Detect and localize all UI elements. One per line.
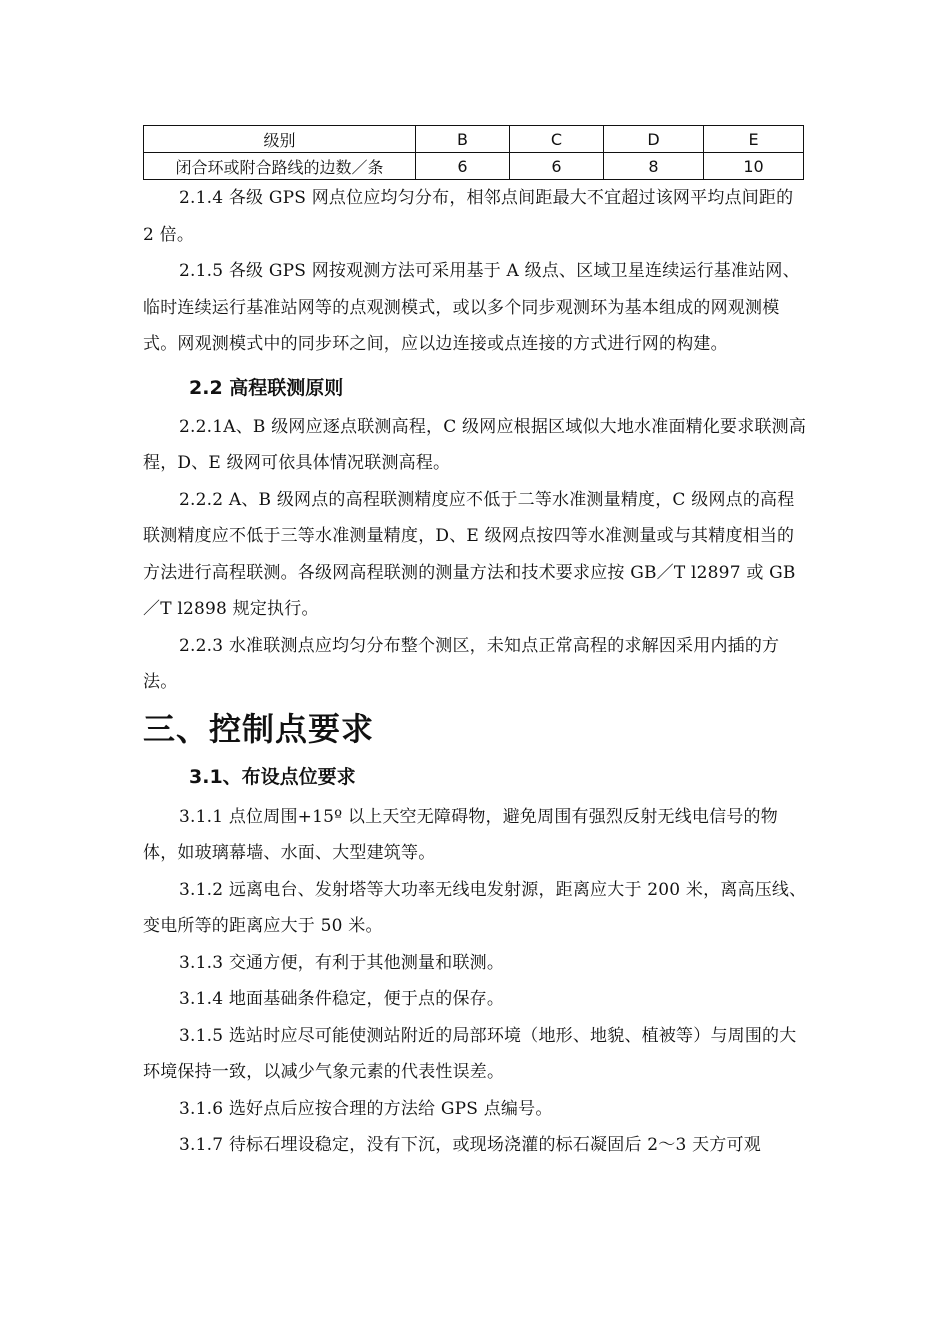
table-header-row bbox=[144, 126, 804, 153]
paragraph: 3.1.6 选好点后应按合理的方法给 GPS 点编号。 bbox=[179, 1098, 553, 1119]
grade-table bbox=[143, 125, 804, 180]
document-body bbox=[143, 125, 808, 1164]
paragraph: 3.1.1 点位周围+15º 以上天空无障碍物，避免周围有强烈反射无线电信号的物体，如玻璃幕墙、水面、大型建筑等。 bbox=[143, 806, 778, 863]
table-row bbox=[144, 153, 804, 180]
paragraph: 3.1.4 地面基础条件稳定，便于点的保存。 bbox=[179, 989, 505, 1009]
table-cell: 8 bbox=[604, 153, 704, 180]
table-cell: 6 bbox=[510, 153, 604, 180]
paragraph: 3.1.5 选站时应尽可能使测站附近的局部环境（地形、地貌、植被等）与周围的大环境保持一致，以减少气象元素的代表性误差。 bbox=[143, 1025, 797, 1082]
paragraph: 2.1.4 各级 GPS 网点位应均匀分布，相邻点间距最大不宜超过该网平均点间距的 2 倍。 bbox=[143, 188, 794, 245]
table-cell: 闭合环或附合路线的边数／条 bbox=[144, 153, 416, 180]
table-cell: D bbox=[604, 126, 704, 153]
table-cell: 10 bbox=[704, 153, 804, 180]
table-cell: C bbox=[510, 126, 604, 153]
chapter-heading-3: 三、控制点要求 bbox=[143, 709, 375, 748]
table-cell: 级别 bbox=[144, 126, 416, 153]
section-heading-2-2: 2.2 高程联测原则 bbox=[189, 376, 344, 399]
section-heading-3-1: 3.1、布设点位要求 bbox=[189, 765, 356, 788]
table-cell: B bbox=[416, 126, 510, 153]
paragraph: 2.2.2 A、B 级网点的高程联测精度应不低于二等水准测量精度，C 级网点的高程联测精度应不低于三等水准测量精度，D、E 级网点按四等水准测量或与其精度相当的方法进行高程联测。各级网高程联测的测量方法和技术要求应按 GB／T l2897 或 GB／T l2898 规定执行。 bbox=[143, 489, 796, 619]
paragraph: 3.1.2 远离电台、发射塔等大功率无线电发射源，距离应大于 200 米，离高压线、变电所等的距离应大于 50 米。 bbox=[143, 879, 807, 936]
table-cell: E bbox=[704, 126, 804, 153]
paragraph: 2.2.1A、B 级网应逐点联测高程，C 级网应根据区域似大地水准面精化要求联测高程，D、E 级网可依具体情况联测高程。 bbox=[143, 416, 807, 473]
paragraph: 3.1.3 交通方便，有利于其他测量和联测。 bbox=[179, 952, 505, 973]
paragraph: 3.1.7 待标石埋设稳定，没有下沉，或现场浇灌的标石凝固后 2～3 天方可观 bbox=[179, 1135, 761, 1155]
paragraph: 2.2.3 水准联测点应均匀分布整个测区，未知点正常高程的求解因采用内插的方法。 bbox=[143, 635, 780, 692]
paragraph: 2.1.5 各级 GPS 网按观测方法可采用基于 A 级点、区域卫星连续运行基准站网、临时连续运行基准站网等的点观测模式，或以多个同步观测环为基本组成的网观测模式。网观测模式中的同步环之间，应以边连接或点连接的方式进行网的构建。 bbox=[143, 261, 800, 354]
table-cell: 6 bbox=[416, 153, 510, 180]
